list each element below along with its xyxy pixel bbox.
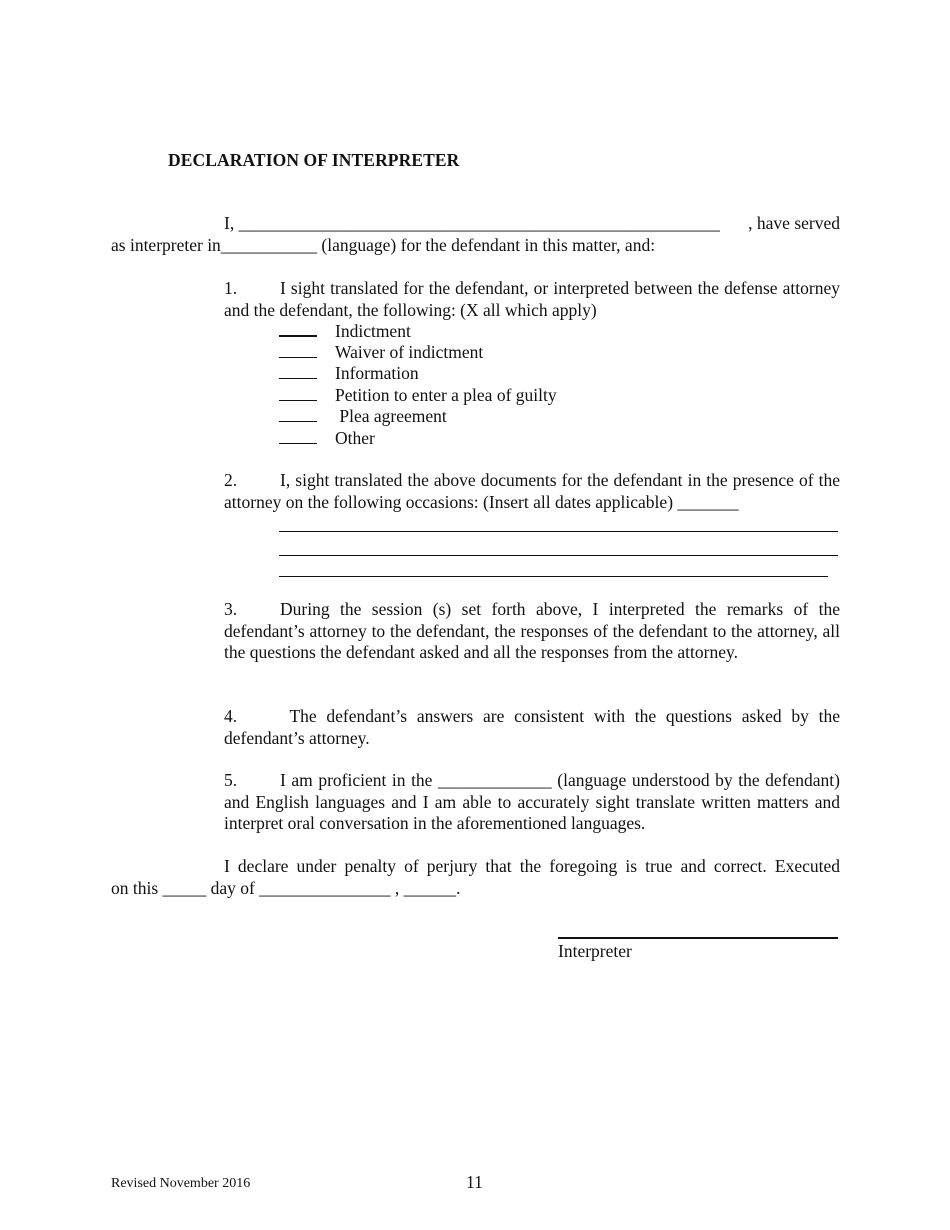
checklist-item[interactable] — [279, 385, 557, 407]
checkbox-blank[interactable] — [279, 428, 317, 444]
checklist-label: Information — [335, 363, 419, 383]
item-1-text: I sight translated for the defendant, or interpreted between the defense attorney and the defendant, the following: (X all which apply) — [224, 278, 840, 320]
checkbox-blank[interactable] — [279, 385, 317, 401]
page-number: 11 — [466, 1172, 483, 1192]
item-5 — [224, 770, 840, 835]
intro-prefix: I, — [224, 213, 239, 233]
item-5-number: 5. — [224, 770, 238, 790]
checklist-label: Indictment — [335, 321, 411, 341]
checklist-label: Plea agreement — [335, 406, 447, 426]
item-1-number: 1. — [224, 278, 238, 298]
item-4 — [224, 706, 845, 749]
item-2-number: 2. — [224, 470, 238, 490]
item-2-text: I, sight translated the above documents for the defendant in the presence of the attorney on the following occasions: (Insert all dates applicable) _______ — [224, 470, 840, 512]
checkbox-blank[interactable] — [279, 342, 317, 358]
item-3-number: 3. — [224, 599, 238, 619]
intro-line-2: as interpreter in___________ (language) for the defendant in this matter, and: — [111, 235, 656, 255]
checkbox-blank[interactable] — [279, 406, 317, 422]
item-5-text: I am proficient in the _____________ (language understood by the defendant) and English languages and I am able to accurately sight translate written matters and interpret oral conversation in the aforementioned languages. — [224, 770, 840, 833]
item-4-text: The defendant’s answers are consistent with the questions asked by the defendant’s attorney. — [224, 706, 845, 748]
dates-field-line-1[interactable] — [279, 531, 838, 532]
revised-date: Revised November 2016 — [111, 1176, 251, 1191]
item-3 — [224, 599, 840, 664]
document-title: DECLARATION OF INTERPRETER — [168, 150, 460, 170]
checklist-item[interactable] — [279, 320, 411, 343]
checklist-label: Other — [335, 428, 375, 448]
item-3-text: During the session (s) set forth above, I interpreted the remarks of the defendant’s attorney to the defendant, the responses of the defendant to the attorney, all the questions the defendant asked and all the responses from the attorney. — [224, 599, 840, 662]
item-4-number: 4. — [224, 706, 238, 726]
intro-suffix: , have served — [748, 213, 840, 233]
checklist-item[interactable] — [279, 428, 375, 450]
signature-line[interactable] — [558, 937, 838, 939]
declaration-line-1: I declare under penalty of perjury that the foregoing is true and correct. Executed — [224, 856, 840, 876]
declaration-line-2: on this _____ day of _______________ , ______. — [111, 878, 461, 898]
checkbox-blank[interactable] — [279, 363, 317, 379]
checklist-item[interactable] — [279, 342, 483, 364]
dates-field-line-2[interactable] — [279, 555, 838, 556]
item-1 — [224, 278, 840, 321]
checklist-item[interactable] — [279, 406, 447, 428]
checklist-item[interactable] — [279, 363, 419, 385]
checklist-label: Waiver of indictment — [335, 342, 484, 362]
checklist-label: Petition to enter a plea of guilty — [335, 385, 557, 405]
interpreter-name-field[interactable]: _______________________________________________________ — [238, 213, 720, 233]
dates-field-line-3[interactable] — [279, 576, 828, 577]
checkbox-blank[interactable] — [279, 320, 317, 337]
intro-line-1 — [224, 213, 840, 235]
item-2 — [224, 470, 840, 513]
signature-label: Interpreter — [558, 941, 632, 961]
